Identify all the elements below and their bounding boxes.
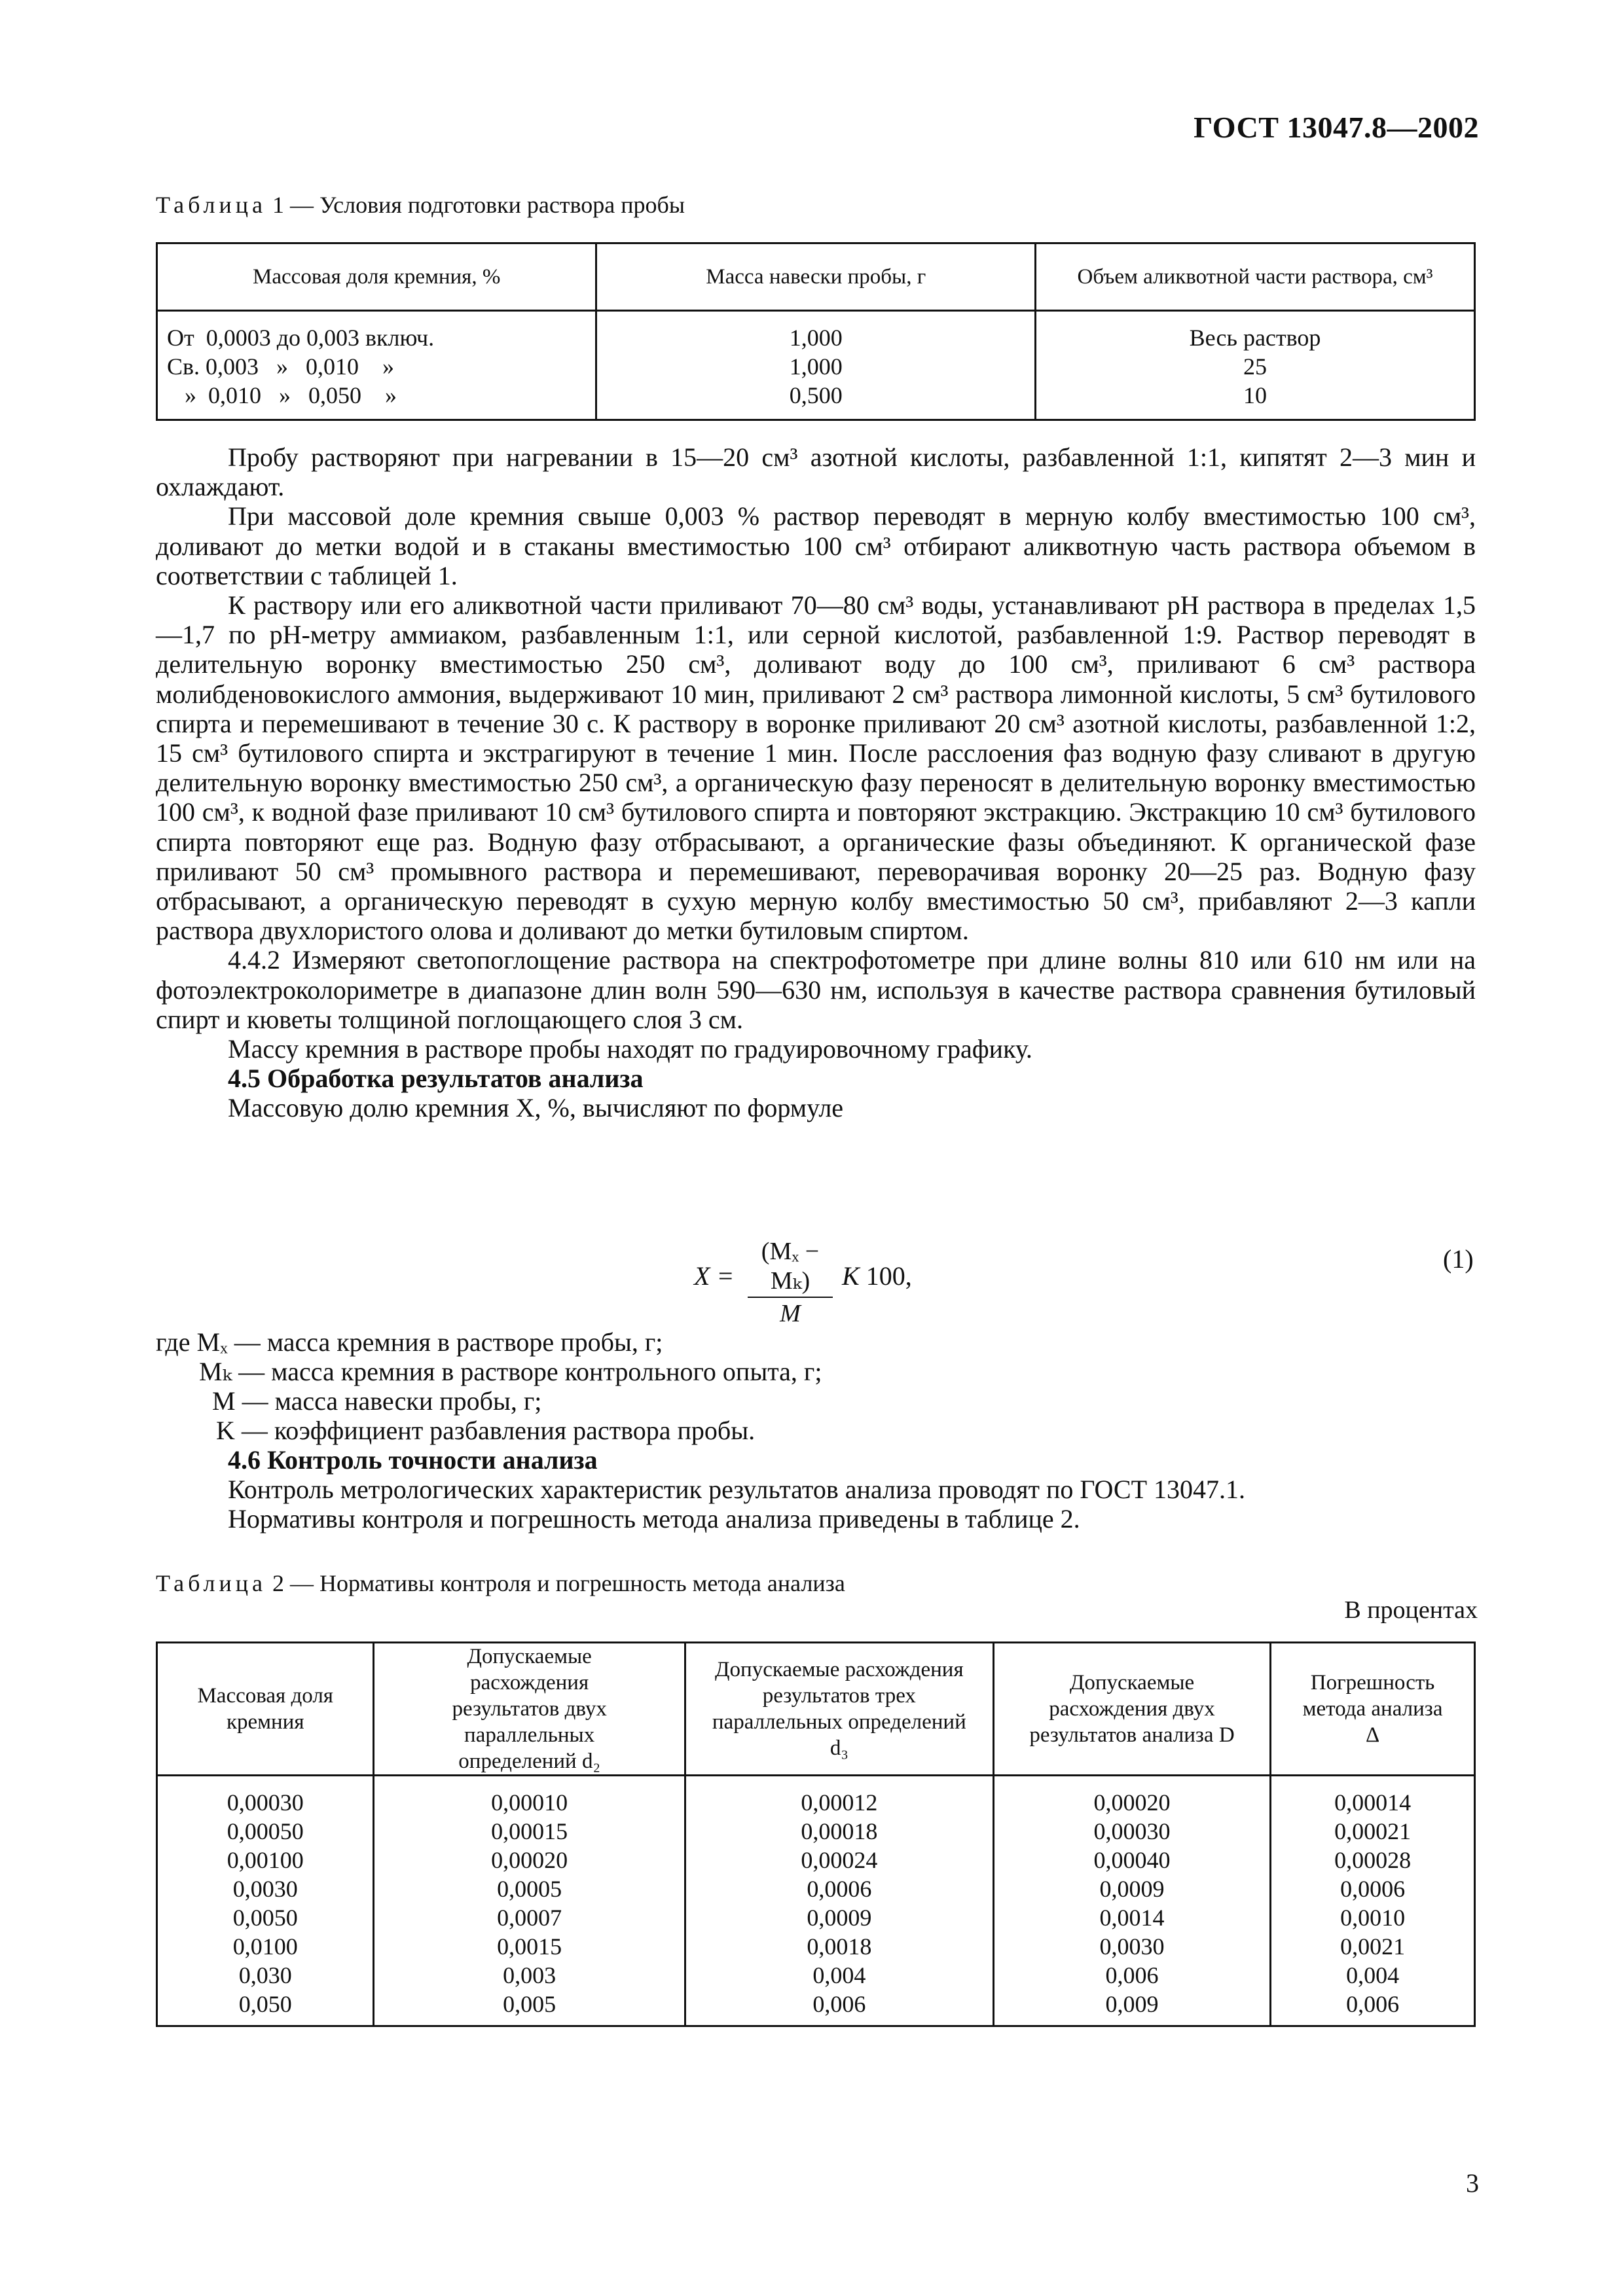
table2-cell: 0,00012 bbox=[801, 1789, 878, 1816]
table2-cell: 0,00020 bbox=[491, 1847, 568, 1873]
table2-cell: 0,00020 bbox=[1093, 1789, 1171, 1816]
table1-cell: » 0,010 » 0,050 » bbox=[167, 382, 397, 408]
table2-cell: 0,006 bbox=[812, 1991, 866, 2017]
table1-col-silicon bbox=[157, 311, 596, 420]
formula-fraction bbox=[748, 1237, 833, 1328]
table1-header-cell: Масса навески пробы, г bbox=[596, 243, 1036, 311]
table1-cell: 1,000 bbox=[789, 325, 843, 351]
table1-cell: 25 bbox=[1243, 353, 1267, 380]
table-row bbox=[157, 311, 1475, 420]
table2-caption-text: 2 — Нормативы контроля и погрешность метода анализа bbox=[266, 1570, 845, 1596]
table2-column bbox=[1271, 1776, 1475, 2026]
table1-cell: Весь раствор bbox=[1189, 325, 1321, 351]
table1-caption-text: 1 — Условия подготовки раствора пробы bbox=[266, 192, 685, 218]
table-row bbox=[157, 1776, 1475, 2026]
paragraph: Пробу растворяют при нагревании в 15—20 см³ азотной кислоты, разбавленной 1:1, кипятят 2—3 мин и охлаждают. bbox=[156, 442, 1476, 502]
table2-column bbox=[374, 1776, 685, 2026]
table2-header-cell: Допускаемые расхождения двух результатов анализа D bbox=[993, 1643, 1270, 1776]
table2-cell: 0,0014 bbox=[1099, 1905, 1165, 1931]
table1-header-cell: Массовая доля кремния, % bbox=[157, 243, 596, 311]
paragraph: Массовую долю кремния X, %, вычисляют по формуле bbox=[228, 1093, 844, 1123]
table2-cell: 0,0030 bbox=[1099, 1933, 1165, 1960]
formula bbox=[0, 1236, 1623, 1327]
table2-cell: 0,00050 bbox=[227, 1818, 304, 1844]
definition-line: K — коэффициент разбавления раствора пробы. bbox=[216, 1416, 756, 1445]
formula-lhs: X = bbox=[694, 1261, 735, 1291]
definition-line: Mₖ — масса кремния в растворе контрольного опыта, г; bbox=[199, 1357, 822, 1386]
table2-cell: 0,0006 bbox=[1340, 1876, 1406, 1902]
paragraph: К раствору или его аликвотной части приливают 70—80 см³ воды, устанавливают рН раствора в пределах 1,5—1,7 по рН-метру аммиаком, разбавленным 1:1, или серной кислотой, разбавленной 1:9. Раствор переводят в делительную воронку вместимостью 250 см³, доливают воду до 100 см³, приливают 6 см³ раствора молибденовокислого аммония, выдерживают 10 мин, приливают 2 см³ раствора лимонной кислоты, 5 см³ бутилового спирта и перемешивают в течение 30 с. К раствору в воронке приливают 20 см³ азотной кислоты, разбавленной 1:2, 15 см³ бутилового спирта и экстрагируют в течение 1 мин. После расслоения фаз водную фазу сливают в другую делительную воронку вместимостью 250 см³, а органическую фазу переносят в делительную воронку вместимостью 100 см³, к водной фазе приливают 10 см³ бутилового спирта и повторяют экстракцию. Экстракцию 10 см³ бутилового спирта повторяют еще раз. Водную фазу отбрасывают, а органические фазы объединяют. К органической фазе приливают 50 см³ промывного раствора и перемешивают, переворачивая воронку 20—25 раз. Водную фазу отбрасывают, а органическую переводят в сухую мерную колбу вместимостью 50 см³, прибавляют 2—3 капли раствора двухлористого олова и доливают до метки бутиловым спиртом. bbox=[156, 590, 1476, 946]
section-heading-4-5 bbox=[156, 1064, 1476, 1093]
section-heading-text: 4.6 Контроль точности анализа bbox=[228, 1445, 598, 1475]
standard-number: ГОСТ 13047.8—2002 bbox=[1194, 111, 1479, 144]
definition-line: M — масса навески пробы, г; bbox=[212, 1386, 542, 1416]
table2-cell: 0,009 bbox=[1105, 1991, 1159, 2017]
table2-cell: 0,0007 bbox=[497, 1905, 562, 1931]
table2-cell: 0,00014 bbox=[1334, 1789, 1412, 1816]
equation-number: (1) bbox=[1443, 1244, 1474, 1274]
table2-caption-prefix: Таблица bbox=[156, 1570, 266, 1596]
table1-col-volume bbox=[1036, 311, 1475, 420]
table2-cell: 0,00018 bbox=[801, 1818, 878, 1844]
table2-cell: 0,006 bbox=[1346, 1991, 1400, 2017]
table2-cell: 0,00028 bbox=[1334, 1847, 1412, 1873]
table2-cell: 0,0015 bbox=[497, 1933, 562, 1960]
table2-cell: 0,00030 bbox=[227, 1789, 304, 1816]
table1-header-row bbox=[157, 243, 1475, 311]
page-number: 3 bbox=[1466, 2168, 1479, 2198]
table1-caption-prefix: Таблица bbox=[156, 192, 266, 218]
paragraph: При массовой доле кремния свыше 0,003 % раствор переводят в мерную колбу вместимостью 100 см³, доливают до метки водой и в стаканы вместимостью 100 см³ отбирают аликвотную часть раствора объемом в соответствии с таблицей 1. bbox=[156, 501, 1476, 590]
paragraph: Контроль метрологических характеристик результатов анализа проводят по ГОСТ 13047.1. bbox=[228, 1475, 1246, 1505]
units-note: В процентах bbox=[1344, 1596, 1478, 1624]
table2-cell: 0,0030 bbox=[232, 1876, 298, 1902]
table1-cell: 1,000 bbox=[789, 353, 843, 380]
table1-header-volume: Объем аликвотной части раствора, см³ bbox=[1077, 265, 1433, 289]
formula-k: K bbox=[842, 1261, 860, 1291]
table2-cell: 0,006 bbox=[1105, 1962, 1159, 1988]
definition-line: где Mₓ — масса кремния в растворе пробы, г; bbox=[156, 1327, 663, 1357]
paragraph: Массу кремния в растворе пробы находят по градуировочному графику. bbox=[228, 1034, 1032, 1064]
table1-col-mass bbox=[596, 311, 1036, 420]
table2-cell: 0,00024 bbox=[801, 1847, 878, 1873]
section-heading-text: 4.5 Обработка результатов анализа bbox=[228, 1064, 644, 1094]
table2-header-cell: Допускаемые расхождения результатов двух параллельных определений d₂ bbox=[374, 1643, 685, 1776]
table2-cell: 0,0005 bbox=[497, 1876, 562, 1902]
section-heading-4-6 bbox=[156, 1445, 1476, 1475]
table1-cell: Св. 0,003 » 0,010 » bbox=[167, 353, 395, 380]
table2-column bbox=[157, 1776, 374, 2026]
table2-cell: 0,0009 bbox=[807, 1905, 872, 1931]
table1-cell: 10 bbox=[1243, 382, 1267, 408]
table2-header-row bbox=[157, 1643, 1475, 1776]
table1-header-cell bbox=[1036, 243, 1475, 311]
paragraph: Нормативы контроля и погрешность метода анализа приведены в таблице 2. bbox=[228, 1504, 1080, 1534]
table2-cell: 0,004 bbox=[812, 1962, 866, 1988]
table2-cell: 0,0010 bbox=[1340, 1905, 1406, 1931]
table2 bbox=[156, 1641, 1476, 2027]
table2-header-cell: Массовая доля кремния bbox=[157, 1643, 374, 1776]
formula-rhs bbox=[842, 1261, 912, 1291]
table2-cell: 0,030 bbox=[238, 1962, 292, 1988]
table2-cell: 0,050 bbox=[238, 1991, 292, 2017]
table2-cell: 0,0021 bbox=[1340, 1933, 1406, 1960]
table2-cell: 0,00040 bbox=[1093, 1847, 1171, 1873]
table2-cell: 0,004 bbox=[1346, 1962, 1400, 1988]
table2-header-cell: Погрешность метода анализа Δ bbox=[1271, 1643, 1475, 1776]
table2-cell: 0,0100 bbox=[232, 1933, 298, 1960]
section-4-6 bbox=[156, 1445, 1476, 1534]
table2-cell: 0,0006 bbox=[807, 1876, 872, 1902]
formula-denominator: M bbox=[780, 1300, 801, 1327]
table1-cell: 0,500 bbox=[789, 382, 843, 408]
table2-column bbox=[685, 1776, 993, 2026]
table1-caption bbox=[156, 191, 685, 219]
table2-cell: 0,0009 bbox=[1099, 1876, 1165, 1902]
procedure-text bbox=[156, 442, 1476, 1123]
table2-cell: 0,00015 bbox=[491, 1818, 568, 1844]
table2-cell: 0,00021 bbox=[1334, 1818, 1412, 1844]
formula-numerator: (Mₓ − Mₖ) bbox=[748, 1237, 833, 1298]
table2-cell: 0,0018 bbox=[807, 1933, 872, 1960]
table2-caption bbox=[156, 1570, 845, 1597]
formula-rhs-rest: 100, bbox=[859, 1261, 912, 1291]
table2-header-cell: Допускаемые расхождения результатов трех параллельных определений d₃ bbox=[685, 1643, 993, 1776]
paragraph: 4.4.2 Измеряют светопоглощение раствора на спектрофотометре при длине волны 810 или 610 нм или на фотоэлектроколориметре в диапазоне длин волн 590—630 нм, используя в качестве раствора сравнения бутиловый спирт и кюветы толщиной поглощающего слоя 3 см. bbox=[156, 945, 1476, 1034]
table2-cell: 0,00010 bbox=[491, 1789, 568, 1816]
table2-column bbox=[993, 1776, 1270, 2026]
table2-cell: 0,00030 bbox=[1093, 1818, 1171, 1844]
table2-cell: 0,0050 bbox=[232, 1905, 298, 1931]
table2-cell: 0,00100 bbox=[227, 1847, 304, 1873]
table2-cell: 0,005 bbox=[503, 1991, 556, 2017]
table1 bbox=[156, 242, 1476, 421]
table1-cell: От 0,0003 до 0,003 включ. bbox=[167, 325, 435, 351]
table2-cell: 0,003 bbox=[503, 1962, 556, 1988]
